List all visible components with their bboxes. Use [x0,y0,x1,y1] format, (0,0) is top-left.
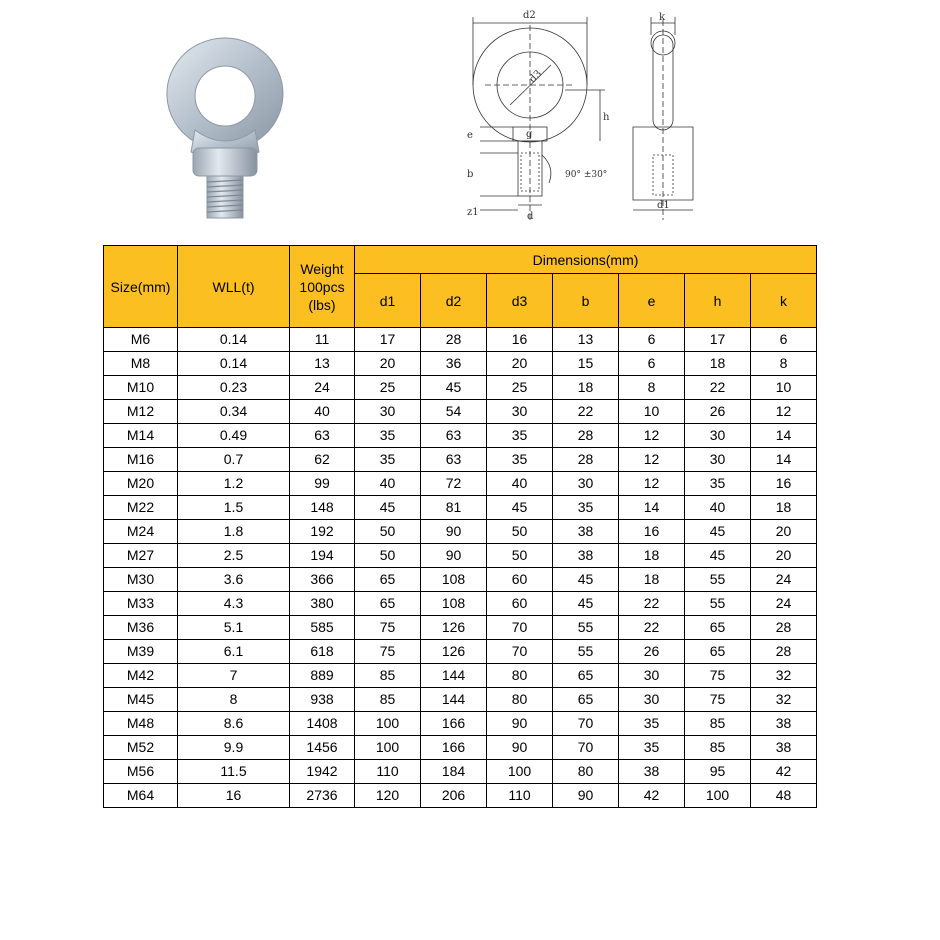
cell-e: 12 [619,472,685,496]
cell-b: 38 [553,544,619,568]
cell-d3: 70 [487,640,553,664]
cell-size: M27 [104,544,178,568]
cell-e: 18 [619,568,685,592]
cell-k: 8 [751,352,817,376]
cell-k: 32 [751,664,817,688]
cell-wll: 0.14 [178,352,290,376]
table-row [104,568,817,592]
cell-weight: 618 [290,640,355,664]
cell-k: 38 [751,736,817,760]
table-row [104,664,817,688]
g-label: g [526,129,533,140]
cell-e: 35 [619,736,685,760]
table-row [104,712,817,736]
e-header: e [619,274,685,328]
table-row [104,400,817,424]
cell-k: 32 [751,688,817,712]
cell-d3: 30 [487,400,553,424]
cell-weight: 99 [290,472,355,496]
cell-h: 35 [685,472,751,496]
cell-h: 65 [685,616,751,640]
cell-d1: 65 [355,568,421,592]
cell-d1: 35 [355,448,421,472]
cell-size: M36 [104,616,178,640]
cell-d2: 144 [421,688,487,712]
cell-size: M45 [104,688,178,712]
cell-h: 30 [685,424,751,448]
cell-k: 28 [751,640,817,664]
cell-d2: 126 [421,640,487,664]
cell-d3: 35 [487,424,553,448]
cell-e: 12 [619,448,685,472]
h-label: h [603,112,610,123]
table-row [104,520,817,544]
cell-wll: 6.1 [178,640,290,664]
table-row [104,760,817,784]
cell-b: 90 [553,784,619,808]
d-label: d [527,211,534,222]
cell-k: 6 [751,328,817,352]
cell-b: 28 [553,424,619,448]
table-row [104,496,817,520]
cell-e: 14 [619,496,685,520]
cell-k: 38 [751,712,817,736]
weight-header-line1: Weight [300,260,344,277]
cell-wll: 4.3 [178,592,290,616]
cell-wll: 1.5 [178,496,290,520]
cell-d2: 108 [421,592,487,616]
cell-b: 55 [553,616,619,640]
cell-wll: 5.1 [178,616,290,640]
cell-k: 14 [751,424,817,448]
cell-d1: 25 [355,376,421,400]
cell-d3: 40 [487,472,553,496]
cell-weight: 1942 [290,760,355,784]
cell-k: 20 [751,520,817,544]
cell-e: 35 [619,712,685,736]
table-row [104,352,817,376]
cell-d2: 54 [421,400,487,424]
z1-label: z1 [467,207,479,218]
cell-k: 18 [751,496,817,520]
cell-e: 30 [619,688,685,712]
cell-weight: 192 [290,520,355,544]
cell-size: M10 [104,376,178,400]
cell-h: 17 [685,328,751,352]
cell-size: M20 [104,472,178,496]
cell-wll: 1.8 [178,520,290,544]
cell-weight: 1456 [290,736,355,760]
cell-b: 70 [553,712,619,736]
cell-h: 95 [685,760,751,784]
cell-size: M24 [104,520,178,544]
cell-d3: 35 [487,448,553,472]
cell-wll: 3.6 [178,568,290,592]
cell-e: 12 [619,424,685,448]
table-row [104,328,817,352]
cell-weight: 24 [290,376,355,400]
cell-b: 22 [553,400,619,424]
cell-h: 45 [685,520,751,544]
cell-h: 100 [685,784,751,808]
cell-k: 12 [751,400,817,424]
cell-size: M22 [104,496,178,520]
cell-e: 6 [619,328,685,352]
cell-size: M12 [104,400,178,424]
cell-d2: 206 [421,784,487,808]
cell-wll: 2.5 [178,544,290,568]
cell-wll: 16 [178,784,290,808]
table-row [104,688,817,712]
cell-b: 38 [553,520,619,544]
cell-size: M14 [104,424,178,448]
cell-weight: 194 [290,544,355,568]
cell-d2: 108 [421,568,487,592]
table-row [104,640,817,664]
cell-d2: 90 [421,544,487,568]
cell-d2: 36 [421,352,487,376]
d1-header: d1 [355,274,421,328]
cell-size: M16 [104,448,178,472]
cell-d2: 126 [421,616,487,640]
cell-d2: 184 [421,760,487,784]
cell-h: 45 [685,544,751,568]
cell-b: 70 [553,736,619,760]
cell-d1: 100 [355,736,421,760]
cell-d2: 63 [421,424,487,448]
cell-d1: 50 [355,520,421,544]
cell-b: 45 [553,592,619,616]
cell-e: 30 [619,664,685,688]
cell-d3: 20 [487,352,553,376]
table-row [104,616,817,640]
table-row [104,592,817,616]
cell-d2: 28 [421,328,487,352]
cell-d3: 45 [487,496,553,520]
cell-weight: 366 [290,568,355,592]
cell-b: 28 [553,448,619,472]
cell-b: 65 [553,688,619,712]
cell-d2: 81 [421,496,487,520]
cell-d3: 60 [487,568,553,592]
technical-drawing [455,5,705,230]
cell-b: 18 [553,376,619,400]
cell-b: 35 [553,496,619,520]
cell-h: 18 [685,352,751,376]
cell-e: 42 [619,784,685,808]
cell-h: 55 [685,568,751,592]
cell-d3: 90 [487,736,553,760]
table-row [104,544,817,568]
cell-weight: 938 [290,688,355,712]
cell-d2: 144 [421,664,487,688]
cell-wll: 9.9 [178,736,290,760]
cell-d2: 166 [421,736,487,760]
cell-b: 65 [553,664,619,688]
cell-k: 10 [751,376,817,400]
d3-label: d3 [527,68,545,86]
cell-wll: 0.34 [178,400,290,424]
cell-d2: 90 [421,520,487,544]
table-row [104,472,817,496]
cell-h: 85 [685,736,751,760]
e-label: e [467,130,473,141]
cell-wll: 0.14 [178,328,290,352]
cell-b: 15 [553,352,619,376]
spec-table [103,245,817,808]
cell-d3: 100 [487,760,553,784]
cell-d2: 63 [421,448,487,472]
cell-b: 55 [553,640,619,664]
cell-d3: 50 [487,544,553,568]
d2-label: d2 [523,10,536,21]
cell-weight: 62 [290,448,355,472]
cell-wll: 8.6 [178,712,290,736]
cell-k: 16 [751,472,817,496]
d1-label: d1 [657,200,670,211]
cell-d3: 70 [487,616,553,640]
cell-d3: 25 [487,376,553,400]
cell-b: 13 [553,328,619,352]
cell-k: 24 [751,592,817,616]
cell-weight: 11 [290,328,355,352]
cell-size: M52 [104,736,178,760]
cell-h: 30 [685,448,751,472]
cell-k: 42 [751,760,817,784]
cell-size: M42 [104,664,178,688]
cell-h: 22 [685,376,751,400]
cell-d2: 72 [421,472,487,496]
cell-k: 20 [751,544,817,568]
dimensions-header: Dimensions(mm) [355,246,817,274]
cell-d1: 45 [355,496,421,520]
cell-size: M64 [104,784,178,808]
cell-wll: 7 [178,664,290,688]
cell-d1: 85 [355,688,421,712]
cell-d1: 30 [355,400,421,424]
cell-weight: 13 [290,352,355,376]
table-row [104,448,817,472]
cell-e: 22 [619,616,685,640]
h-header: h [685,274,751,328]
cell-e: 8 [619,376,685,400]
weight-header-line3: (lbs) [308,296,336,313]
k-label: k [659,12,666,23]
cell-weight: 380 [290,592,355,616]
weight-header-line2: 100pcs [299,278,345,295]
cell-h: 65 [685,640,751,664]
cell-k: 24 [751,568,817,592]
cell-e: 6 [619,352,685,376]
cell-size: M6 [104,328,178,352]
cell-h: 75 [685,664,751,688]
cell-h: 85 [685,712,751,736]
table-body [104,328,817,808]
cell-k: 48 [751,784,817,808]
cell-e: 18 [619,544,685,568]
cell-h: 55 [685,592,751,616]
cell-d1: 100 [355,712,421,736]
cell-e: 26 [619,640,685,664]
cell-d1: 50 [355,544,421,568]
cell-weight: 585 [290,616,355,640]
cell-d2: 166 [421,712,487,736]
cell-size: M48 [104,712,178,736]
cell-d1: 75 [355,616,421,640]
wll-header: WLL(t) [178,246,290,328]
cell-d1: 40 [355,472,421,496]
cell-weight: 40 [290,400,355,424]
cell-d1: 17 [355,328,421,352]
cell-k: 28 [751,616,817,640]
cell-h: 75 [685,688,751,712]
cell-d3: 50 [487,520,553,544]
cell-e: 22 [619,592,685,616]
cell-e: 38 [619,760,685,784]
cell-size: M33 [104,592,178,616]
cell-d3: 90 [487,712,553,736]
cell-wll: 1.2 [178,472,290,496]
cell-d3: 80 [487,688,553,712]
k-header: k [751,274,817,328]
cell-d1: 85 [355,664,421,688]
cell-weight: 2736 [290,784,355,808]
cell-size: M8 [104,352,178,376]
cell-d1: 35 [355,424,421,448]
d2-header: d2 [421,274,487,328]
cell-wll: 0.7 [178,448,290,472]
table-row [104,784,817,808]
cell-d1: 20 [355,352,421,376]
cell-d3: 110 [487,784,553,808]
cell-wll: 11.5 [178,760,290,784]
cell-h: 40 [685,496,751,520]
cell-wll: 0.23 [178,376,290,400]
cell-d3: 60 [487,592,553,616]
cell-b: 30 [553,472,619,496]
cell-size: M39 [104,640,178,664]
cell-d1: 110 [355,760,421,784]
table-row [104,424,817,448]
cell-weight: 148 [290,496,355,520]
cell-h: 26 [685,400,751,424]
angle-label: 90° ±30° [565,170,608,180]
cell-d3: 16 [487,328,553,352]
d3-header: d3 [487,274,553,328]
cell-e: 16 [619,520,685,544]
cell-wll: 0.49 [178,424,290,448]
cell-size: M30 [104,568,178,592]
cell-weight: 889 [290,664,355,688]
cell-e: 10 [619,400,685,424]
weight-header [290,246,355,328]
cell-weight: 63 [290,424,355,448]
cell-b: 45 [553,568,619,592]
cell-d1: 120 [355,784,421,808]
cell-d3: 80 [487,664,553,688]
cell-d2: 45 [421,376,487,400]
cell-k: 14 [751,448,817,472]
table-row [104,736,817,760]
cell-b: 80 [553,760,619,784]
cell-wll: 8 [178,688,290,712]
eye-bolt-photo [155,30,295,220]
cell-size: M56 [104,760,178,784]
cell-d1: 75 [355,640,421,664]
size-header: Size(mm) [104,246,178,328]
cell-weight: 1408 [290,712,355,736]
cell-d1: 65 [355,592,421,616]
b-header: b [553,274,619,328]
table-row [104,376,817,400]
b-label: b [467,169,474,180]
